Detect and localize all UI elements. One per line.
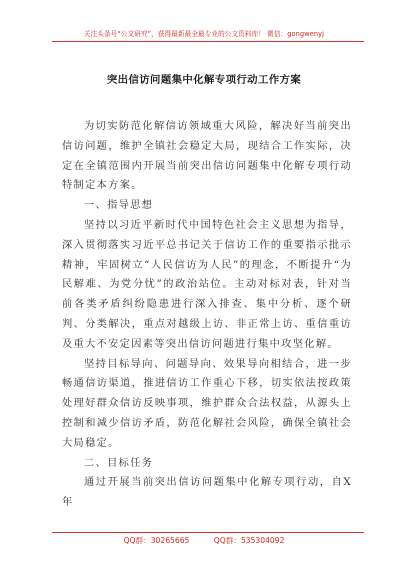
footer-contacts — [0, 535, 408, 546]
section-heading-goals-tasks: 二、目标任务 — [84, 457, 154, 469]
header-notice: 关注头条号“公文研究”，获得最新最全最专业的公文资料库！ 微信：gongwenyj — [83, 30, 325, 38]
document-body — [62, 117, 352, 513]
intro-paragraph: 为切实防范化解信访领域重大风险，解决好当前突出信访问题，维护全镇社会稳定大局，现结合工作实际，决定在全镇范围内开展当前突出信访问题集中化解专项行动特制定本方案。 — [62, 121, 352, 192]
principles-paragraph: 坚持目标导向、问题导向、效果导向相结合，进一步畅通信访渠道，推进信访工作重心下移，切实依法按政策处理好群众信访反映事项，维护群众合法权益，从源头上控制和减少信访矛盾，防范化解社会风险，确保全镇社会大局稳定。 — [62, 358, 352, 449]
document-title: 突出信访问题集中化解专项行动工作方案 — [106, 74, 302, 86]
footer-divider — [52, 532, 364, 533]
guiding-ideology-paragraph: 坚持以习近平新时代中国特色社会主义思想为指导，深入贯彻落实习近平总书记关于信访工作的重要指示批示精神，牢固树立“人民信访为人民”的理念，不断提升“为民解难、为党分忧”的政治站位。主动对标对表，针对当前各类矛盾纠纷隐患进行深入排查、集中分析、逐个研判、分类解决，重点对越级上访、非正常上访、重信重访及重大不安定因素等突出信访问题进行集中攻坚化解。 — [62, 219, 352, 350]
footer-qq-group-2: QQ群：535304092 — [213, 536, 285, 545]
section-heading-guiding-ideology: 一、指导思想 — [84, 200, 154, 212]
header-divider — [52, 41, 364, 42]
footer-qq-group-1: QQ群：30265665 — [123, 536, 190, 545]
goals-paragraph: 通过开展当前突出信访问题集中化解专项行动，自X年 — [62, 477, 352, 509]
